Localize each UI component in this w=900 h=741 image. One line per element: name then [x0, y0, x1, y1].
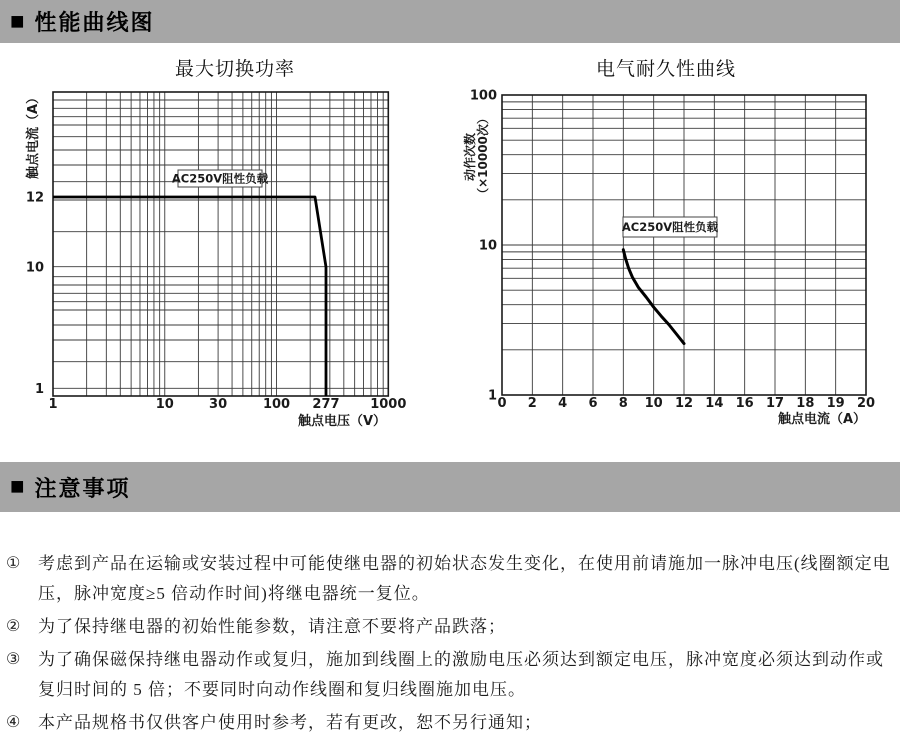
- note-text-line: 压，脉冲宽度≥5 倍动作时间)将继电器统一复位。: [38, 584, 430, 603]
- x-tick-label: 12: [674, 396, 694, 411]
- note-number-badge: ②: [6, 618, 21, 635]
- x-tick-label: 1: [48, 397, 58, 412]
- svg-text:AC250V阻性负载: AC250V阻性负载: [171, 171, 269, 186]
- note-text-line: 为了保持继电器的初始性能参数，请注意不要将产品跌落；: [38, 617, 506, 636]
- notes-list: [6, 549, 896, 741]
- x-tick-label: 14: [705, 396, 724, 411]
- annotation-ac250v: [622, 217, 719, 237]
- note-item: [6, 549, 896, 609]
- x-tick-label: 20: [856, 396, 876, 411]
- note-text: [38, 612, 896, 642]
- x-tick-label: 4: [558, 396, 568, 411]
- y-axis-title: 动作次数: [463, 132, 477, 182]
- y-axis-title: 触点电流（A）: [26, 90, 41, 180]
- y-axis-title-unit: （×10000次）: [476, 112, 490, 200]
- x-tick-label: 6: [588, 396, 598, 411]
- section-header-notes: [0, 462, 900, 512]
- section-title-performance: 性能曲线图: [34, 10, 155, 35]
- note-number-badge: ④: [6, 714, 21, 731]
- note-number-badge: ③: [6, 651, 21, 668]
- annotation-ac250v: [172, 170, 269, 187]
- x-tick-label: 17: [765, 396, 785, 411]
- svg-text:AC250V阻性负载: AC250V阻性负载: [621, 220, 719, 234]
- gridlines: [53, 92, 388, 396]
- note-text-line: 考虑到产品在运输或安装过程中可能使继电器的初始状态发生变化，在使用前请施加一脉冲电压(线圈额定电: [38, 554, 891, 573]
- x-axis-title: 触点电压（V）: [297, 414, 386, 429]
- x-tick-label: 100: [262, 397, 291, 412]
- x-tick-label: 16: [735, 396, 754, 411]
- section-square-icon: ■: [10, 473, 25, 500]
- note-number-badge: ①: [6, 555, 21, 572]
- y-tick-label: 1: [487, 388, 497, 404]
- x-tick-label: 277: [312, 397, 340, 412]
- note-text: [38, 645, 896, 705]
- x-tick-label: 1000: [370, 397, 407, 412]
- max-switching-power-chart: [0, 44, 450, 444]
- x-tick-label: 0: [497, 396, 507, 411]
- section-title-notes: 注意事项: [34, 475, 131, 501]
- note-text: [38, 549, 896, 609]
- x-tick-label: 2: [527, 396, 537, 411]
- electrical-endurance-chart: [450, 44, 900, 444]
- chart-title-max-switching-power: 最大切换功率: [174, 59, 295, 80]
- gridlines: [502, 95, 866, 395]
- x-tick-label: 10: [155, 397, 174, 412]
- x-axis-title: 触点电流（A）: [777, 412, 866, 427]
- section-square-icon: ■: [10, 7, 25, 35]
- note-text-line: 本产品规格书仅供客户使用时参考，若有更改，恕不另行通知；: [38, 713, 542, 732]
- x-tick-label: 8: [618, 396, 628, 411]
- section-header-performance: [0, 0, 900, 43]
- plot-frame: [53, 92, 388, 396]
- x-tick-label: 30: [209, 397, 228, 412]
- y-tick-label: 10: [478, 238, 497, 254]
- note-item: [6, 612, 896, 642]
- note-text-line: 为了确保磁保持继电器动作或复归，施加到线圈上的激励电压必须达到额定电压，脉冲宽度必须达到动作或: [38, 650, 884, 669]
- y-tick-label: 10: [25, 260, 44, 276]
- x-tick-label: 10: [644, 396, 663, 411]
- y-tick-label: 1: [34, 381, 44, 397]
- note-item: [6, 645, 896, 705]
- x-tick-label: 19: [826, 396, 845, 411]
- y-tick-label: 100: [469, 88, 497, 104]
- note-text-line: 复归时间的 5 倍；不要同时向动作线圈和复归线圈施加电压。: [38, 680, 526, 699]
- load-curve-ac250v: [53, 197, 326, 396]
- y-tick-label: 12: [25, 190, 44, 206]
- x-tick-label: 18: [796, 396, 815, 411]
- chart-title-electrical-endurance: 电气耐久性曲线: [595, 59, 736, 80]
